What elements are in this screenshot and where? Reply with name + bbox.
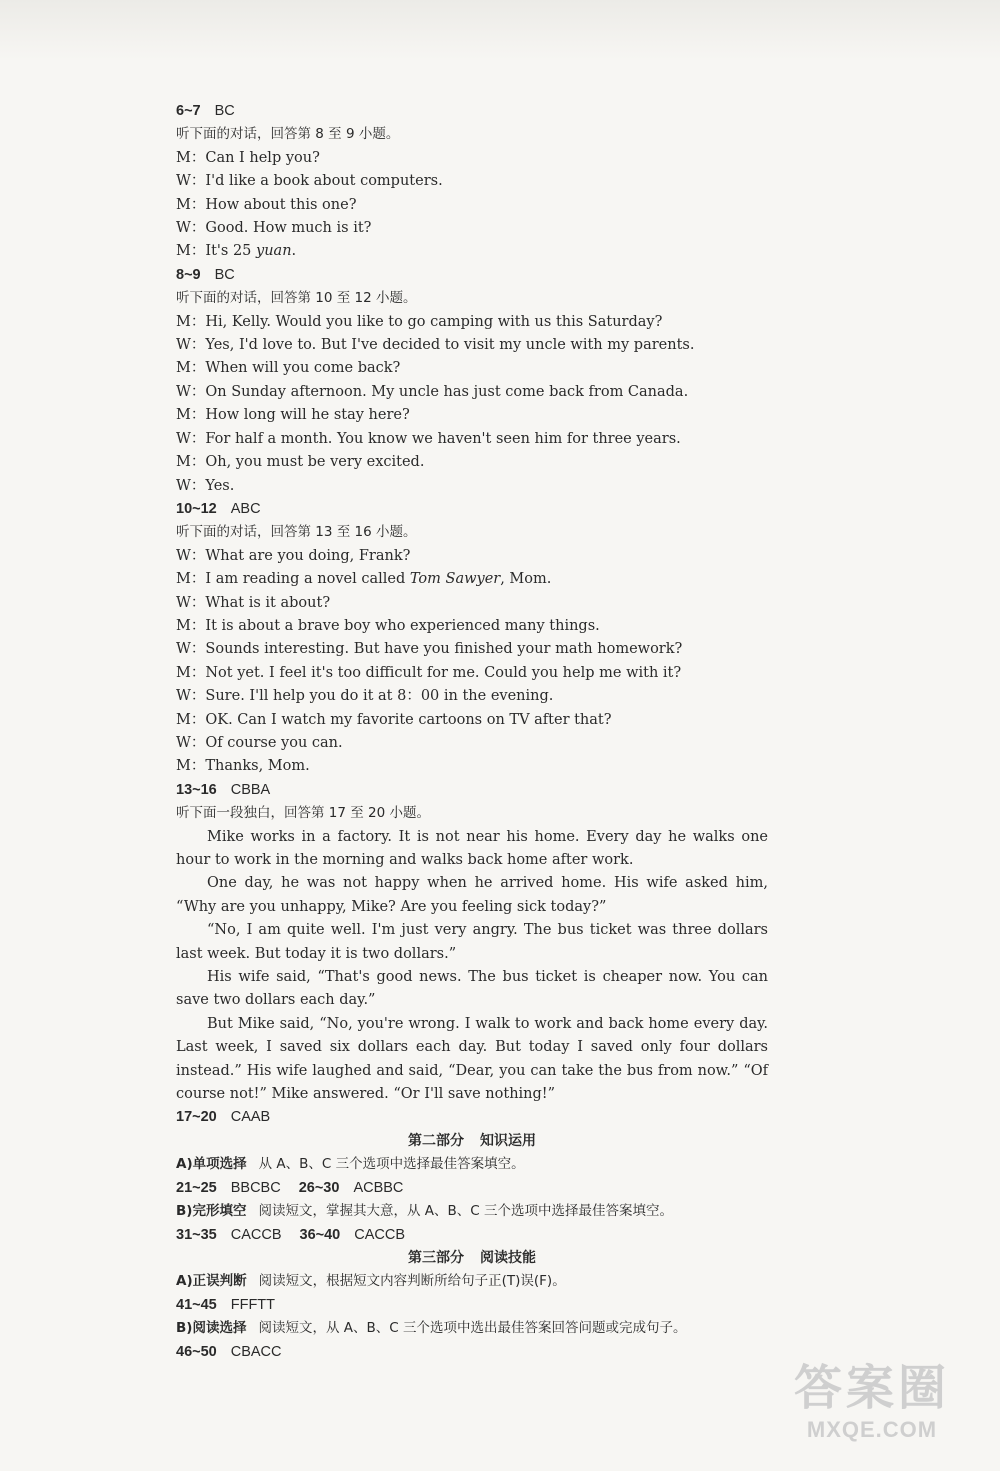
dialogue-line (176, 334, 768, 357)
dialogue-line (176, 428, 768, 451)
passage-paragraph: Mike works in a factory. It is not near his home. Every day he walks one hour to work in the morning and walks back home after work. (176, 828, 768, 868)
passage-paragraph: “No, I am quite well. I'm just very angry. The bus ticket was three dollars last week. But today it is two dollars.” (176, 922, 768, 962)
speaker-label: M： (176, 454, 206, 471)
dialogue-text: Yes, I'd love to. But I've decided to visit my uncle with my parents. (205, 337, 695, 354)
part2-a-text: 从 A、B、C 三个选项中选择最佳答案填空。 (258, 1156, 525, 1173)
dialogue-text: Not yet. I feel it's too difficult for me. Could you help me with it? (205, 664, 682, 681)
dialogue-text: Yes. (205, 477, 235, 494)
speaker-label: M： (176, 664, 206, 681)
speaker-label: W： (176, 173, 206, 190)
answer-value: CBBA (230, 781, 271, 798)
answer-value: ACBBC (353, 1179, 404, 1196)
answer-row (176, 264, 768, 287)
dialogue-line (176, 194, 768, 217)
dialogue-line (176, 170, 768, 193)
dialogue-line (176, 545, 768, 568)
answer-value: BC (214, 266, 235, 283)
dialogue-line (176, 311, 768, 334)
speaker-label: M： (176, 243, 206, 260)
dialogue-text: On Sunday afternoon. My uncle has just come back from Canada. (205, 383, 689, 400)
dialogue-line (176, 732, 768, 755)
part3-title (176, 1247, 768, 1270)
dialogue-line (176, 475, 768, 498)
answer-row (176, 1177, 768, 1200)
watermark-bottom-text: MXQE.COM (806, 1417, 938, 1442)
answer-value: CBACC (230, 1343, 282, 1360)
speaker-label: W： (176, 337, 206, 354)
answer-row (176, 1106, 768, 1129)
speaker-label: W： (176, 383, 206, 400)
answer-number: 6~7 (176, 103, 201, 119)
question-instruction: 听下面一段独白，回答第 17 至 20 小题。 (176, 805, 431, 822)
watermark-logo (762, 1359, 982, 1459)
dialogue-line (176, 592, 768, 615)
scan-shadow (0, 0, 1000, 60)
part2-a-heading (176, 1153, 768, 1176)
dialogue-line (176, 240, 768, 263)
speaker-label: M： (176, 711, 206, 728)
listening-transcripts (176, 100, 768, 826)
part3-a-label: A)正误判断 (176, 1273, 247, 1290)
answer-number: 41~45 (176, 1296, 217, 1313)
dialogue-text: Can I help you? (205, 149, 320, 166)
speaker-label: W： (176, 477, 206, 494)
answer-row (176, 1294, 768, 1317)
speaker-label: W： (176, 688, 206, 705)
dialogue-text: I'd like a book about computers. (205, 173, 443, 190)
speaker-label: W： (176, 594, 206, 611)
part2-b-heading (176, 1200, 768, 1223)
answer-number: 31~35 (176, 1226, 217, 1243)
answer-row (176, 779, 768, 802)
dialogue-line (176, 685, 768, 708)
answer-row (176, 1224, 768, 1247)
watermark-top-text: 答案圈 (793, 1360, 950, 1416)
answer-number: 26~30 (298, 1179, 340, 1196)
part2-b-label: B)完形填空 (176, 1203, 247, 1220)
dialogue-line (176, 217, 768, 240)
dialogue-text: Good. How much is it? (205, 220, 372, 237)
part3-b-label: B)阅读选择 (176, 1320, 247, 1337)
answer-number: 10~12 (176, 500, 217, 517)
dialogue-text: I am reading a novel called Tom Sawyer, Mom. (205, 571, 552, 588)
speaker-label: M： (176, 407, 206, 424)
speaker-label: M： (176, 360, 206, 377)
answer-row (176, 1341, 768, 1364)
dialogue-line (176, 615, 768, 638)
passage-paragraph: His wife said, “That's good news. The bus ticket is cheaper now. You can save two dollars each day.” (176, 969, 768, 1009)
speaker-label: W： (176, 220, 206, 237)
answer-value: BC (214, 103, 235, 119)
dialogue-line (176, 638, 768, 661)
dialogue-text: It is about a brave boy who experienced many things. (205, 617, 600, 634)
dialogue-text: Thanks, Mom. (205, 758, 310, 775)
dialogue-text: Hi, Kelly. Would you like to go camping with us this Saturday? (205, 313, 663, 330)
part3-a-heading (176, 1270, 768, 1293)
answer-number: 46~50 (176, 1343, 217, 1360)
question-instruction: 听下面的对话，回答第 8 至 9 小题。 (176, 126, 400, 143)
answer-number: 13~16 (176, 781, 217, 798)
answer-value: CACCB (230, 1226, 282, 1243)
dialogue-text: How about this one? (205, 196, 357, 213)
answer-value: FFFTT (230, 1296, 276, 1313)
speaker-label: W： (176, 430, 206, 447)
answer-value: CACCB (354, 1226, 405, 1243)
dialogue-text: Of course you can. (205, 734, 343, 751)
monologue-passage (176, 826, 768, 1107)
part2-a-label: A)单项选择 (176, 1156, 247, 1173)
dialogue-line (176, 755, 768, 778)
dialogue-text: When will you come back? (205, 360, 401, 377)
passage-paragraph: One day, he was not happy when he arrived home. His wife asked him, “Why are you unhappy, Mike? Are you feeling sick today?” (176, 875, 768, 915)
part3-a-text: 阅读短文，根据短文内容判断所给句子正(T)误(F)。 (258, 1273, 566, 1290)
dialogue-line (176, 357, 768, 380)
part3-title-b: 阅读技能 (480, 1249, 536, 1266)
part3-title-a: 第三部分 (408, 1249, 464, 1266)
speaker-label: M： (176, 196, 206, 213)
answer-number: 8~9 (176, 266, 201, 283)
dialogue-text: OK. Can I watch my favorite cartoons on TV after that? (205, 711, 612, 728)
answer-value: BBCBC (230, 1179, 281, 1196)
dialogue-text: What are you doing, Frank? (205, 547, 411, 564)
dialogue-text: Sure. I'll help you do it at 8：00 in the evening. (205, 688, 554, 705)
answer-row (176, 100, 768, 123)
dialogue-line (176, 451, 768, 474)
dialogue-line (176, 381, 768, 404)
dialogue-text: Sounds interesting. But have you finished your math homework? (205, 641, 683, 658)
question-instruction: 听下面的对话，回答第 10 至 12 小题。 (176, 290, 417, 307)
speaker-label: W： (176, 547, 206, 564)
speaker-label: M： (176, 617, 206, 634)
speaker-label: M： (176, 571, 206, 588)
answer-number: 17~20 (176, 1109, 217, 1126)
part2-title-b: 知识运用 (480, 1132, 536, 1149)
dialogue-line (176, 147, 768, 170)
dialogue-text: Oh, you must be very excited. (205, 454, 425, 471)
answer-number: 36~40 (299, 1226, 341, 1243)
speaker-label: M： (176, 758, 206, 775)
dialogue-line (176, 404, 768, 427)
part3-b-heading (176, 1317, 768, 1340)
answer-value: ABC (230, 500, 261, 517)
question-instruction: 听下面的对话，回答第 13 至 16 小题。 (176, 524, 417, 541)
part2-title-a: 第二部分 (408, 1132, 464, 1149)
part2-b-text: 阅读短文，掌握其大意，从 A、B、C 三个选项中选择最佳答案填空。 (258, 1203, 673, 1220)
answer-value: CAAB (230, 1109, 271, 1126)
speaker-label: W： (176, 734, 206, 751)
dialogue-line (176, 568, 768, 591)
answer-content (176, 100, 768, 1364)
part3-b-text: 阅读短文，从 A、B、C 三个选项中选出最佳答案回答问题或完成句子。 (258, 1320, 687, 1337)
dialogue-line (176, 709, 768, 732)
answer-row (176, 498, 768, 521)
dialogue-text: For half a month. You know we haven't seen him for three years. (205, 430, 681, 447)
dialogue-line (176, 662, 768, 685)
part2-title (176, 1130, 768, 1153)
dialogue-text: What is it about? (205, 594, 331, 611)
dialogue-text: It's 25 yuan. (205, 243, 297, 260)
dialogue-text: How long will he stay here? (205, 407, 410, 424)
speaker-label: W： (176, 641, 206, 658)
answer-number: 21~25 (176, 1179, 217, 1196)
speaker-label: M： (176, 149, 206, 166)
passage-paragraph: But Mike said, “No, you're wrong. I walk to work and back home every day. Last week, I saved six dollars each day. But today I saved only four dollars instead.” His wife laughed and said, “Dear, you can take the bus from now.” “Of course not!” Mike answered. “Or I'll save nothing!” (176, 1015, 768, 1103)
speaker-label: M： (176, 313, 206, 330)
